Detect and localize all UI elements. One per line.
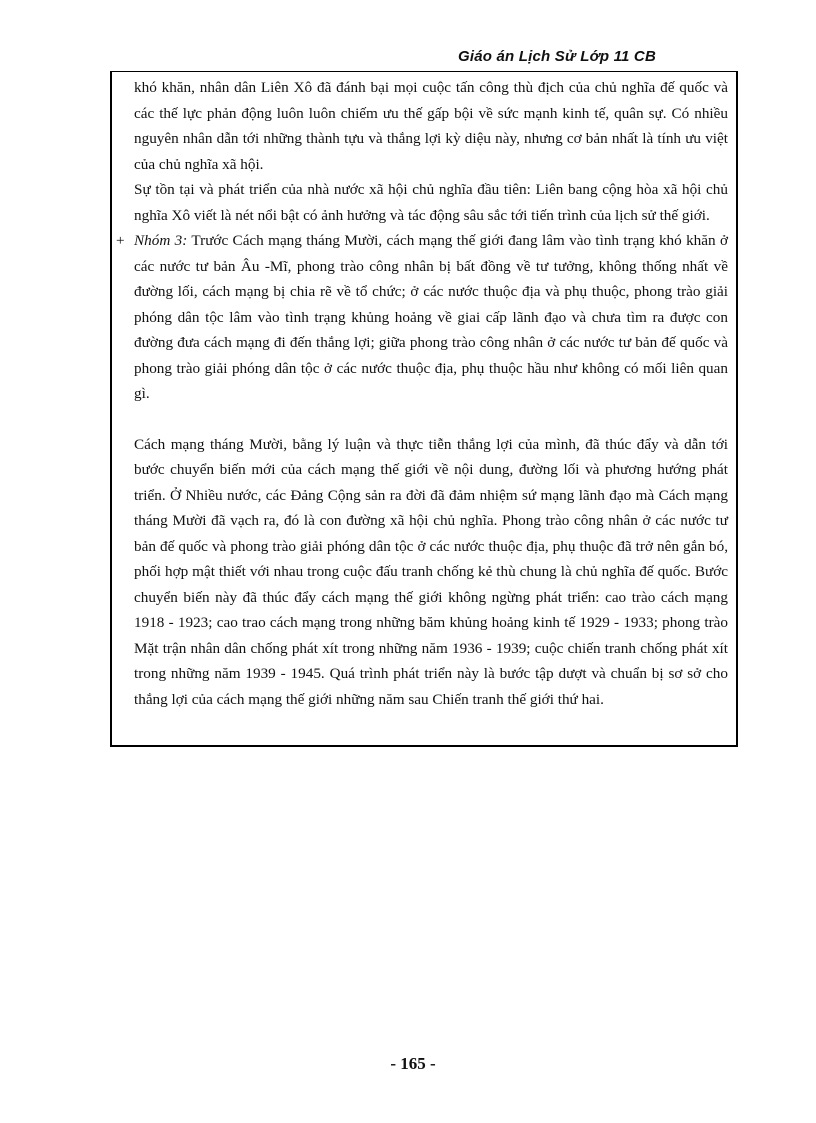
bullet-marker: + bbox=[116, 232, 125, 249]
paragraph-continued: khó khăn, nhân dân Liên Xô đã đánh bại mọi cuộc tấn công thù địch của chủ nghĩa đế quốc và các thế lực phản động luôn luôn chiếm ưu thế gấp bội về sức mạnh kinh tế, quân sự. Có nhiều nguyên nhân dẫn tới những thành tựu và thắng lợi kỳ diệu này, nhưng cơ bản nhất là tính ưu việt của chủ nghĩa xã hội. bbox=[134, 79, 728, 173]
group-3-text: Trước Cách mạng tháng Mười, cách mạng thế giới đang lâm vào tình trạng khó khăn ở các nước tư bản Âu -Mĩ, phong trào công nhân bị bất đồng về tư tưởng, không thống nhất về đường lối, cách mạng bị chia rẽ về tổ chức; ở các nước thuộc địa và phụ thuộc, phong trào giải phóng dân tộc lâm vào tình trạng khủng hoảng về giai cấp lãnh đạo và chưa tìm ra được con đường đưa cách mạng đi đến thắng lợi; giữa phong trào công nhân ở các nước tư bản đế quốc và phong trào giải phóng dân tộc ở các nước thuộc địa, phụ thuộc hầu như không có mối liên quan gì. bbox=[134, 232, 729, 402]
paragraph-existence: Sự tồn tại và phát triển của nhà nước xã hội chủ nghĩa đầu tiên: Liên bang cộng hòa xã hội chủ nghĩa Xô viết là nét nổi bật có ảnh hưởng và tác động sâu sắc tới tiến trình của lịch sử thế giới. bbox=[134, 181, 728, 224]
page-number: - 165 - bbox=[390, 1054, 436, 1073]
document-header-title: Giáo án Lịch Sử Lớp 11 CB bbox=[457, 48, 656, 65]
group-3-item bbox=[116, 228, 729, 407]
group-3-label: Nhóm 3: bbox=[134, 232, 188, 249]
content-box bbox=[110, 71, 738, 747]
paragraph-spacer bbox=[134, 407, 728, 432]
paragraph-october-revolution: Cách mạng tháng Mười, bằng lý luận và thực tiễn thắng lợi của mình, đã thúc đẩy và dẫn tới bước chuyển biến mới của cách mạng thế giới về nội dung, đường lối và phương hướng phát triển. Ở Nhiều nước, các Đảng Cộng sản ra đời đã đảm nhiệm sứ mạng lãnh đạo mà Cách mạng tháng Mười đã vạch ra, đó là con đường xã hội chủ nghĩa. Phong trào công nhân ở các nước tư bản đế quốc và phong trào giải phóng dân tộc ở các nước thuộc địa, phụ thuộc đã trở nên gắn bó, phối hợp mật thiết với nhau trong cuộc đấu tranh chống kẻ thù chung là chủ nghĩa đế quốc. Bước chuyển biến này đã thúc đẩy cách mạng thế giới không ngừng phát triển: cao trào cách mạng 1918 - 1923; cao trao cách mạng trong những băm khủng hoảng kinh tế 1929 - 1933; phong trào Mặt trận nhân dân chống phát xít trong những năm 1936 - 1939; cuộc chiến tranh chống phát xít trong những năm 1939 - 1945. Quá trình phát triển này là bước tập dượt và chuẩn bị sơ sở cho thắng lợi của cách mạng thế giới những năm sau Chiến tranh thế giới thứ hai. bbox=[134, 435, 728, 708]
